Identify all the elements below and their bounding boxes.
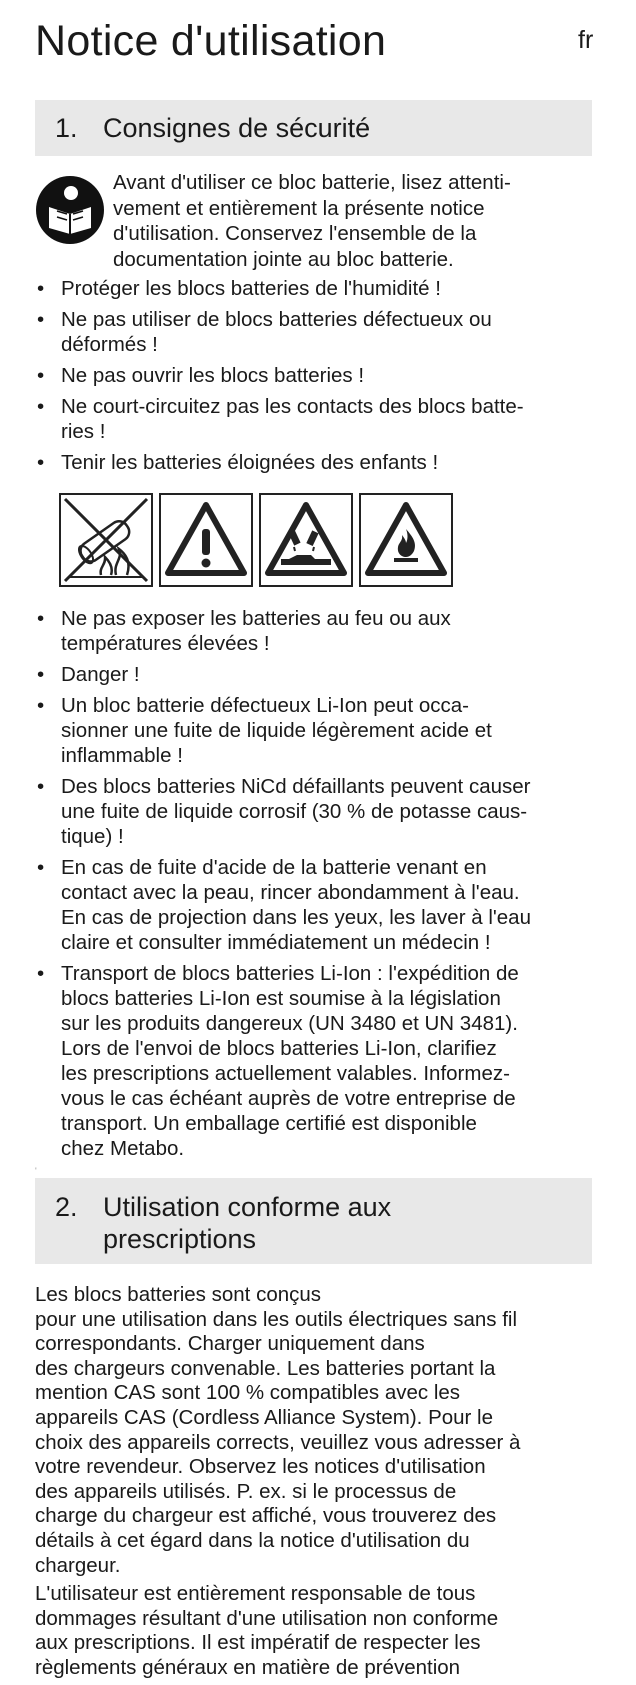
- paragraph-line: dommages résultant d'une utilisation non conforme: [35, 1606, 499, 1630]
- section-2-title: [103, 1191, 391, 1264]
- bullet-item: [35, 307, 605, 357]
- paragraph-line: des chargeurs convenable. Les batteries portant la: [35, 1356, 496, 1380]
- bullet-line: • Ne pas exposer les batteries au feu ou aux: [61, 607, 451, 630]
- hazard-pictograms: [59, 493, 453, 587]
- flammable-icon: [359, 493, 453, 587]
- bullet-line: • Un bloc batterie défectueux Li-Ion peut occa-: [61, 694, 469, 717]
- safety-list-a: [35, 276, 605, 481]
- paragraph-line: chargeur.: [35, 1553, 121, 1577]
- paragraph-line: choix des appareils corrects, veuillez vous adresser à: [35, 1430, 521, 1454]
- paragraph-line: mention CAS sont 100 % compatibles avec les: [35, 1381, 461, 1405]
- paragraph-line: des appareils utilisés. P. ex. si le processus de: [35, 1479, 457, 1503]
- paragraph-line: Les blocs batteries sont conçus: [35, 1283, 322, 1306]
- paragraph-line: aux prescriptions. Il est impératif de respecter les: [35, 1631, 481, 1655]
- paragraph: [35, 1582, 610, 1680]
- bullet-line: températures élevées !: [61, 632, 270, 655]
- section-1-heading: [35, 100, 592, 156]
- intro-paragraph: [113, 170, 593, 272]
- paragraph-line: détails à cet égard dans la notice d'utilisation du: [35, 1528, 470, 1552]
- bullet-line: sur les produits dangereux (UN 3480 et UN 3481).: [61, 1012, 518, 1035]
- bullet-line: transport. Un emballage certifié est disponible: [61, 1112, 477, 1135]
- section-1-title: Consignes de sécurité: [103, 113, 371, 143]
- bullet-line: • Protéger les blocs batteries de l'humidité !: [61, 277, 441, 300]
- bullet-line: Lors de l'envoi de blocs batteries Li-Ion, clarifiez: [61, 1037, 497, 1060]
- bullet-line: En cas de projection dans les yeux, les laver à l'eau: [61, 906, 531, 929]
- bullet-line: ries !: [61, 420, 106, 443]
- intro-line: Avant d'utiliser ce bloc batterie, lisez attenti-: [113, 171, 511, 194]
- paragraph-line: règlements généraux en matière de prévention: [35, 1655, 461, 1679]
- bullet-line: • Tenir les batteries éloignées des enfants !: [61, 451, 439, 474]
- bullet-item: [35, 693, 605, 768]
- bullet-line: • Transport de blocs batteries Li-Ion : l'expédition de: [61, 962, 519, 985]
- bullet-item: [35, 394, 605, 444]
- bullet-item: [35, 662, 605, 687]
- bullet-item: [35, 774, 605, 849]
- no-fire-icon: [59, 493, 153, 587]
- bullet-item: [35, 961, 605, 1161]
- bullet-line: • Ne pas utiliser de blocs batteries défectueux ou: [61, 308, 492, 331]
- bullet-line: une fuite de liquide corrosif (30 % de potasse caus-: [61, 800, 528, 823]
- section-2-number: 2.: [55, 1192, 78, 1222]
- section-2-body: [35, 1283, 610, 1685]
- bullet-line: chez Metabo.: [61, 1137, 185, 1160]
- bullet-line: contact avec la peau, rincer abondamment à l'eau.: [61, 881, 520, 904]
- intro-line: d'utilisation. Conservez l'ensemble de la: [113, 222, 477, 245]
- bullet-line: claire et consulter immédiatement un médecin !: [61, 931, 491, 954]
- warning-icon: [159, 493, 253, 587]
- bullet-line: les prescriptions actuellement valables. Informez-: [61, 1062, 510, 1085]
- section-1-number: 1.: [55, 113, 78, 143]
- read-manual-icon: [35, 175, 105, 245]
- section-2-title-line: prescriptions: [103, 1224, 257, 1254]
- bullet-line: tique) !: [61, 825, 124, 848]
- bullet-line: • Des blocs batteries NiCd défaillants peuvent causer: [61, 775, 531, 798]
- bullet-line: • Ne pas ouvrir les blocs batteries !: [61, 364, 365, 387]
- bullet-item: [35, 363, 605, 388]
- bullet-line: inflammable !: [61, 744, 183, 767]
- intro-line: vement et entièrement la présente notice: [113, 196, 485, 220]
- bullet-item: [35, 606, 605, 656]
- bullet-item: [35, 450, 605, 475]
- bullet-line: sionner une fuite de liquide légèrement acide et: [61, 719, 492, 742]
- bullet-line: vous le cas échéant auprès de votre entreprise de: [61, 1087, 516, 1110]
- paragraph-line: L'utilisateur est entièrement responsable de tous: [35, 1582, 476, 1606]
- bullet-line: • En cas de fuite d'acide de la batterie venant en: [61, 856, 487, 879]
- section-2-heading: [35, 1178, 592, 1264]
- bullet-line: blocs batteries Li-Ion est soumise à la législation: [61, 987, 501, 1010]
- paragraph-line: charge du chargeur est affiché, vous trouverez des: [35, 1504, 497, 1528]
- margin-mark: ': [35, 1166, 37, 1176]
- paragraph-line: correspondants. Charger uniquement dans: [35, 1332, 425, 1356]
- bullet-line: déformés !: [61, 333, 158, 356]
- bullet-line: • Danger !: [61, 663, 140, 686]
- paragraph-line: votre revendeur. Observez les notices d'utilisation: [35, 1455, 486, 1479]
- intro-line: documentation jointe au bloc batterie.: [113, 247, 454, 271]
- corrosive-icon: [259, 493, 353, 587]
- safety-list-b: [35, 606, 605, 1167]
- paragraph: [35, 1283, 610, 1578]
- bullet-item: [35, 855, 605, 955]
- language-code: fr: [578, 26, 594, 54]
- document-title: Notice d'utilisation: [35, 17, 387, 65]
- paragraph-line: pour une utilisation dans les outils électriques sans fil: [35, 1307, 518, 1331]
- bullet-line: • Ne court-circuitez pas les contacts des blocs batte-: [61, 395, 524, 418]
- section-2-title-line: Utilisation conforme aux: [103, 1192, 392, 1222]
- bullet-item: [35, 276, 605, 301]
- paragraph-line: appareils CAS (Cordless Alliance System). Pour le: [35, 1405, 494, 1429]
